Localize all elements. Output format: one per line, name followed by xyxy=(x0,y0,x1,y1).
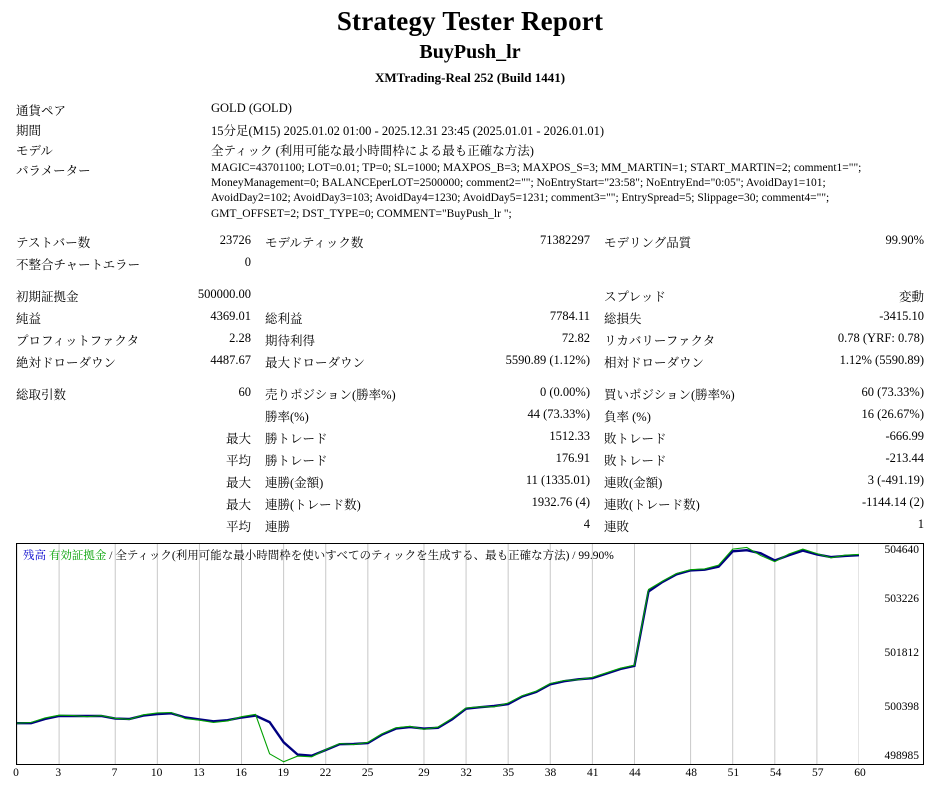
stats-label-b: モデルティック数 xyxy=(265,235,364,250)
x-tick-label: 48 xyxy=(685,766,697,779)
stats-label-b xyxy=(265,253,450,275)
x-tick-label: 32 xyxy=(460,766,472,779)
stats-label-c xyxy=(604,253,774,275)
meta-row-model xyxy=(16,140,924,160)
meta-label-model: モデル xyxy=(16,144,53,158)
stats-label-a: 純益 xyxy=(16,311,42,326)
stats-value-a: 4369.01 xyxy=(210,308,251,323)
stats-label-b: 勝トレード xyxy=(265,453,328,468)
meta-value-period: 15分足(M15) 2025.01.02 01:00 - 2025.12.31 23:45 (2025.01.01 - 2026.01.01) xyxy=(211,124,605,138)
chart-x-axis xyxy=(13,766,924,785)
stats-label-a xyxy=(16,515,166,537)
meta-row-period xyxy=(16,120,924,140)
y-tick-label: 500398 xyxy=(884,700,919,713)
stats-row xyxy=(16,383,924,405)
stats-value-b: 44 (73.33%) xyxy=(527,406,590,421)
x-tick-label: 35 xyxy=(502,766,515,779)
stats-row xyxy=(16,307,924,329)
stats-label-a: 総取引数 xyxy=(16,387,67,402)
stats-label-c: スプレッド xyxy=(604,289,666,304)
stats-value-b: 1512.33 xyxy=(549,428,590,443)
stats-label-c: 連敗(金額) xyxy=(604,475,663,490)
stats-label-c: 敗トレード xyxy=(604,453,667,468)
x-tick-label: 57 xyxy=(812,766,824,779)
stats-label-c: リカバリーファクタ xyxy=(604,333,716,348)
broker-info: XMTrading-Real 252 (Build 1441) xyxy=(374,70,566,85)
stats-label-b: 勝率(%) xyxy=(265,409,309,424)
chart-plot-area xyxy=(17,544,859,764)
stats-value-a: 4487.67 xyxy=(210,352,251,367)
stats-label-c: 総損失 xyxy=(604,311,642,326)
stats-value-c: 変動 xyxy=(898,289,924,304)
stats-value-a: 0 xyxy=(244,254,251,269)
stats-value-c: 99.90% xyxy=(885,232,924,247)
stats-value-c: 3 (-491.19) xyxy=(867,472,924,487)
x-tick-label: 3 xyxy=(55,766,62,779)
stats-value-c: -1144.14 (2) xyxy=(861,494,924,509)
meta-label-period: 期間 xyxy=(16,124,42,138)
stats-value-a: 最大 xyxy=(225,475,251,490)
stats-value-a: 23726 xyxy=(219,232,251,247)
stats-value-b: 1932.76 (4) xyxy=(531,494,590,509)
stats-value-c: 60 (73.33%) xyxy=(861,384,924,399)
param-line-2: MoneyManagement=0; BALANCEperLOT=2500000; comment2=""; NoEntryStart="23:58"; NoEntryEnd="0:05"; AvoidDay1=101; xyxy=(211,177,826,190)
x-tick-label: 29 xyxy=(418,766,430,779)
x-tick-label: 16 xyxy=(235,766,247,779)
legend-equity: 有効証拠金 xyxy=(48,549,107,562)
x-tick-label: 13 xyxy=(193,766,205,779)
legend-separator-2: / xyxy=(572,549,576,562)
x-tick-label: 19 xyxy=(277,766,290,779)
stats-label-c: 敗トレード xyxy=(604,431,667,446)
stats-label-a xyxy=(16,427,166,449)
stats-value-a xyxy=(166,405,265,427)
stats-label-a xyxy=(16,405,166,427)
stats-value-b: 72.82 xyxy=(561,330,590,345)
stats-label-a: 初期証拠金 xyxy=(16,289,79,304)
stats-table xyxy=(16,231,924,537)
stats-value-c: -666.99 xyxy=(885,428,924,443)
stats-spacer xyxy=(16,373,924,383)
stats-label-a: 絶対ドローダウン xyxy=(16,355,117,370)
stats-label-a xyxy=(16,449,166,471)
x-tick-label: 7 xyxy=(111,766,118,779)
stats-row xyxy=(16,471,924,493)
chart-y-axis xyxy=(859,544,921,764)
stats-label-b: 期待利得 xyxy=(265,333,316,348)
legend-model: 全ティック(利用可能な最小時間枠を使いすべてのティックを生成する、最も正確な方法) xyxy=(115,549,570,562)
stats-label-c: 連敗(トレード数) xyxy=(604,497,700,512)
stats-row xyxy=(16,253,924,275)
stats-value-c: 16 (26.67%) xyxy=(861,406,924,421)
stats-label-a xyxy=(16,471,166,493)
param-line-1: MAGIC=43701100; LOT=0.01; TP=0; SL=1000; MAXPOS_B=3; MAXPOS_S=3; MM_MARTIN=1; START_MARTIN=2; comment1=""; xyxy=(211,162,862,174)
stats-value-c: -3415.10 xyxy=(879,308,924,323)
stats-label-b: 連勝(トレード数) xyxy=(265,497,361,512)
stats-value-b: 5590.89 (1.12%) xyxy=(505,352,590,367)
stats-value-b: 71382297 xyxy=(540,232,590,247)
stats-label-b: 連勝(金額) xyxy=(265,475,324,490)
legend-separator-1: / xyxy=(109,549,113,562)
meta-row-symbol xyxy=(16,100,924,120)
x-tick-label: 54 xyxy=(769,766,782,779)
x-tick-label: 38 xyxy=(544,766,557,779)
stats-label-b: 連勝 xyxy=(265,519,291,534)
stats-value-b: 176.91 xyxy=(555,450,590,465)
meta-row-parameters xyxy=(16,160,924,223)
stats-value-a: 最大 xyxy=(225,497,251,512)
stats-label-c: 買いポジション(勝率%) xyxy=(604,387,735,402)
stats-label-c: 連敗 xyxy=(604,519,630,534)
stats-label-b: 最大ドローダウン xyxy=(265,355,366,370)
stats-label-c: 負率 (%) xyxy=(604,409,651,424)
meta-table xyxy=(16,100,924,223)
chart-svg xyxy=(17,544,859,764)
stats-value-a: 最大 xyxy=(225,431,251,446)
x-tick-label: 41 xyxy=(586,766,599,779)
x-tick-label: 44 xyxy=(629,766,641,779)
stats-value-c: 1 xyxy=(917,516,924,531)
chart-legend xyxy=(23,547,614,563)
report-page xyxy=(0,6,940,795)
stats-value-b: 11 (1335.01) xyxy=(525,472,590,487)
stats-value-c: 1.12% (5590.89) xyxy=(839,352,924,367)
x-tick-label: 25 xyxy=(361,766,374,779)
stats-label-a: プロフィットファクタ xyxy=(16,333,140,348)
stats-value-a: 2.28 xyxy=(229,330,251,345)
page-title: Strategy Tester Report xyxy=(336,6,604,36)
meta-value-symbol: GOLD (GOLD) xyxy=(211,101,292,115)
ea-name: BuyPush_lr xyxy=(419,41,521,63)
x-tick-label: 10 xyxy=(150,766,163,779)
stats-row xyxy=(16,493,924,515)
stats-value-a: 平均 xyxy=(225,519,251,534)
x-tick-label: 51 xyxy=(727,766,740,779)
stats-value-c: -213.44 xyxy=(885,450,924,465)
stats-row xyxy=(16,427,924,449)
stats-row xyxy=(16,351,924,373)
stats-label-a: テストバー数 xyxy=(16,235,91,250)
meta-value-parameters xyxy=(211,160,924,223)
stats-row xyxy=(16,285,924,307)
stats-row xyxy=(16,329,924,351)
equity-chart xyxy=(16,543,924,765)
x-tick-label: 0 xyxy=(13,766,19,779)
stats-value-a: 平均 xyxy=(225,453,251,468)
meta-label-parameters: パラメーター xyxy=(16,164,91,178)
legend-balance: 残高 xyxy=(23,549,46,562)
param-line-4: GMT_OFFSET=2; DST_TYPE=0; COMMENT="BuyPush_lr "; xyxy=(211,207,512,220)
legend-quality: 99.90% xyxy=(578,549,614,562)
stats-value-b: 0 (0.00%) xyxy=(540,384,590,399)
stats-value-c xyxy=(774,253,924,275)
stats-label-c: モデリング品質 xyxy=(604,235,692,250)
stats-value-b: 4 xyxy=(583,516,590,531)
param-line-3: AvoidDay2=102; AvoidDay3=103; AvoidDay4=1230; AvoidDay5=1231; comment3=""; EntrySpread=5; Slippage=30; comment4=""; xyxy=(211,192,830,205)
stats-value-b xyxy=(450,253,604,275)
stats-value-c: 0.78 (YRF: 0.78) xyxy=(837,330,924,345)
stats-row xyxy=(16,231,924,253)
stats-row xyxy=(16,405,924,427)
y-tick-label: 504640 xyxy=(884,543,919,556)
stats-label-b: 売りポジション(勝率%) xyxy=(265,387,396,402)
stats-label-b: 総利益 xyxy=(265,311,303,326)
stats-value-b: 7784.11 xyxy=(549,308,590,323)
stats-row xyxy=(16,515,924,537)
stats-value-a: 500000.00 xyxy=(197,286,251,301)
stats-label-b: 勝トレード xyxy=(265,431,328,446)
y-tick-label: 503226 xyxy=(884,592,919,605)
stats-label-a: 不整合チャートエラー xyxy=(16,257,141,272)
x-tick-label: 22 xyxy=(319,766,332,779)
stats-spacer xyxy=(16,275,924,285)
stats-label-b xyxy=(265,285,450,307)
stats-label-a xyxy=(16,493,166,515)
meta-value-model: 全ティック (利用可能な最小時間枠による最も正確な方法) xyxy=(211,144,534,158)
stats-value-a: 60 xyxy=(238,384,251,399)
y-tick-label: 501812 xyxy=(884,646,919,659)
y-tick-label: 498985 xyxy=(884,749,919,762)
stats-value-b xyxy=(450,285,604,307)
meta-label-symbol: 通貨ペア xyxy=(16,104,67,118)
stats-row xyxy=(16,449,924,471)
x-tick-label: 60 xyxy=(854,766,866,779)
stats-label-c: 相対ドローダウン xyxy=(604,355,705,370)
